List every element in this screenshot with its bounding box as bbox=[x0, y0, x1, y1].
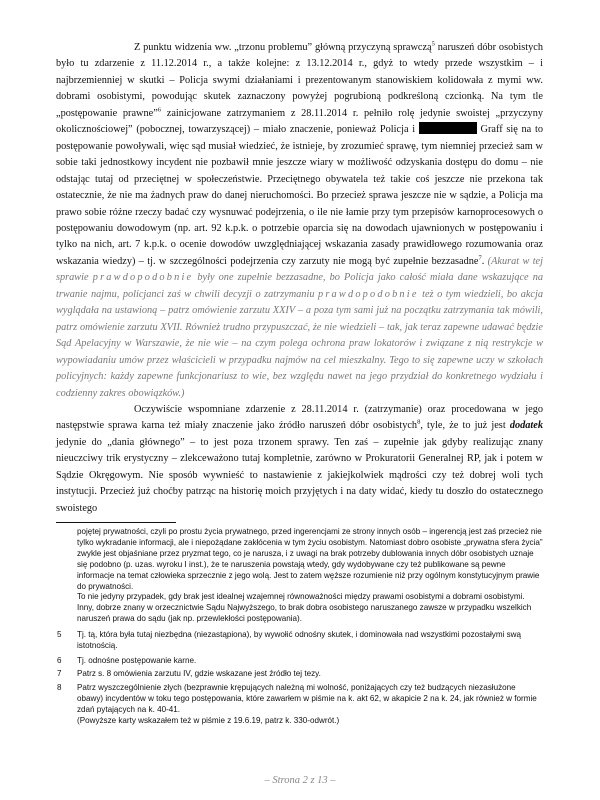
paragraph-1 bbox=[56, 40, 543, 402]
italic-aside bbox=[56, 256, 543, 399]
footnote-8 bbox=[56, 683, 543, 727]
footnote-number: 7 bbox=[57, 669, 62, 678]
text-run: Z punktu widzenia ww. „trzonu problemu” główną przyczyną sprawczą bbox=[134, 42, 432, 53]
spaced-emphasis: prawdopodobnie bbox=[318, 288, 419, 300]
footnote-number: 6 bbox=[57, 656, 62, 665]
footnote-continuation bbox=[56, 527, 543, 625]
text-run: naruszeń dóbr osobistych było tu zdarzenie z 11.12.2014 r., a także kolejne: z 13.12.2014 r., gdyż to wtedy przede wszystkim – i najbrzemienniej w skutki – Policja swymi działaniami i prezentowanym stanowiskiem kolidowała z mymi ww. dobrami osobistymi, powodując skutek zaznaczony powyżej pogrubioną podkreśloną czcionką. Na tym tle „postępowanie prawne” bbox=[56, 42, 543, 119]
text-run: . bbox=[481, 255, 488, 267]
footnote-ref-7[interactable]: 7 bbox=[478, 254, 482, 262]
footnote-text: Patrz wyszczególnienie złych (bezprawnie krępujących należną mi wolność, poniżających czy też budzących niezasłużone obawy) incydentów w toku tego postępowania, które zawarłem w piśmie na k. akt 62, w akapicie 2 na k. 24, jak również w formie zdań pytających na k. 40-41. (Powyższe karty wskazałem też w piśmie z 19.6.19, patrz k. 330-odwrót.) bbox=[77, 683, 537, 725]
footnote-ref-6[interactable]: 6 bbox=[157, 106, 162, 114]
footnote-number: 8 bbox=[57, 683, 62, 692]
text-run: Graff się na to postępowanie powoływali, więc sąd musiał wiedzieć, że istnieje, by zrozumieć sprawę, tym niemniej przecież sam w sobie taki jednostkowy incydent nie pozbawił mnie jeszcze wiary w możliwość odzyskania dostępu do domu – nie odstając tutaj od przeciętnej w społeczeństwie. Przeciętnego obywatela też takie coś jeszcze nie przekona tak ostatecznie, że nie ma żadnych praw do danej nieruchomości. Bo przecież sprawa jeszcze nie w sądzie, a Policja ma prawo sobie różne rzeczy badać czy wysnuwać podejrzenia, o ile nie łamie przy tym przepisów karnoprocesowych o postępowaniu dowodowym (np. art. 92 k.p.k. o potrzebie oparcia się na dowodach ujawnionych w postępowaniu i tylko na nich, art. 7 k.p.k. o ocenie dowodów uwzględniającej wskazania zasady prawidłowego rozumowania oraz wskazania wiedzy) – tj. w szczególności podejrzenia czy zarzuty nie mogą być zupełnie bezzasadne bbox=[56, 124, 543, 267]
main-text bbox=[56, 40, 543, 517]
footnote-7 bbox=[56, 669, 543, 680]
paragraph-2 bbox=[56, 402, 543, 517]
page-number-footer: – Strona 2 z 13 – bbox=[264, 775, 336, 786]
spaced-emphasis: prawdopodobnie bbox=[92, 272, 194, 284]
text-run: Oczywiście wspomniane zdarzenie z 28.11.2014 r. (zatrzymanie) oraz procedowana w jego następstwie sprawa karna też miały znaczenie jako źródło naruszeń dóbr osobistych bbox=[56, 403, 543, 432]
text-run: zainicjowane zatrzymaniem z 28.11.2014 r. pełniło rolę jedynie swoistej „przyczyny okolicznościowej” (pobocznej, towarzyszącej) – miało znaczenie, ponieważ Policja i bbox=[56, 107, 544, 136]
footnote-text: Tj. odnośne postępowanie karne. bbox=[77, 656, 197, 665]
bold-italic-word: dodatek bbox=[509, 420, 544, 432]
footnote-6 bbox=[56, 656, 543, 667]
footnote-ref-5[interactable]: 5 bbox=[431, 40, 435, 48]
footnote-text: pojętej prywatności, czyli po prostu życia prywatnego, przed ingerencjami ze strony innych osób – ingerencją jest zaś przecież nie tylko wykradanie informacji, ale i niepożądane zakłócenia w tym życiu osobistym. Natomiast dobro osobiste „prywatna sfera życia” zwykle jest objaśniane przez pryzmat tego, co je narusza, i z uwagi na brak potrzeby dublowania innych dóbr osobistych uznaje się podobno (p. uzas. wyroku I inst.), że te naruszenia powstają wtedy, gdy wydobywane czy też publikowane są pewne informacje na temat człowieka sprzecznie z jego wolą. Jest to zatem węższe rozumienie niż przy ogólnym konstytucyjnym prawie do prywatności. To nie jedyny przypadek, gdy brak jest idealnej wzajemnej równoważności między prawami osobistymi a dobrami osobistymi. Inny, dobrze znany w orzecznictwie Sądu Najwyższego, to brak dobra osobistego naruszanego zawsze w przypadku wszelkich naruszeń prawa do sądu (jak np. przewlekłości postępowania). bbox=[77, 527, 543, 624]
footnote-text: Tj. tą, która była tutaj niezbędna (niezastąpiona), by wywołić odnośny skutek, i dominowała nad wszystkimi pozostałymi swą istotnością. bbox=[77, 630, 522, 650]
footnote-number: 5 bbox=[57, 630, 62, 639]
footnote-5 bbox=[56, 630, 543, 652]
text-run: były one zupełnie bezzasadne, bo Policja jako całość miała dane wskazujące na trwanie najmu, policjanci zaś w chwili decyzji o zatrzymaniu bbox=[56, 272, 544, 300]
redacted-name-box bbox=[419, 122, 477, 134]
footnote-ref-8[interactable]: 8 bbox=[417, 419, 421, 426]
text-run: też o tym wiedzieli, bo akcja wyglądała na ustawioną – patrz omówienie zarzutu XXIV – a poza tym sami już na początku zatrzymania tak mówili, patrz omówienie zarzutu XVII. Również trudno przypuszczać, że nie wiedzieli – tak, jak teraz zapewne udawać będzie Sąd Apelacyjny w Warszawie, że nie wie – na czym polega ochrona praw lokatorów i związane z nią restrykcje w wypowiadaniu umów przez właścicieli w przypadku najmów na cel mieszkalny. Tego to się zapewne uczy w szkołach policyjnych: każdy zapewne funkcjonariusz to wie, bez względu nawet na jego przydział do konkretnego wydziału i codzienny zakres obowiązków.) bbox=[56, 288, 543, 399]
text-run: jedynie do „dania głównego” – to jest poza trzonem sprawy. Ten zaś – zupełnie jak gdyby realizując znany nieuczciwy trik erystyczny – zlekceważono tutaj kompletnie, zarówno w Prokuratorii Generalnej RP, jak i potem w Sądzie Okręgowym. Nie sposób wywnieść to nastawienie z jakiejkolwiek mądrości czy też dobrej woli tych instytucji. Przecież już choćby patrząc na historię moich przyjętych i na daty widać, kiedy tu doszło do ostatecznego swoistego bbox=[56, 436, 543, 514]
footnote-separator bbox=[56, 522, 176, 523]
text-run: , tyle, że to już jest bbox=[420, 420, 510, 432]
footnote-text: Patrz s. 8 omówienia zarzutu IV, gdzie wskazane jest źródło tej tezy. bbox=[77, 669, 321, 678]
text-run: (Akurat w tej sprawie bbox=[56, 255, 543, 284]
